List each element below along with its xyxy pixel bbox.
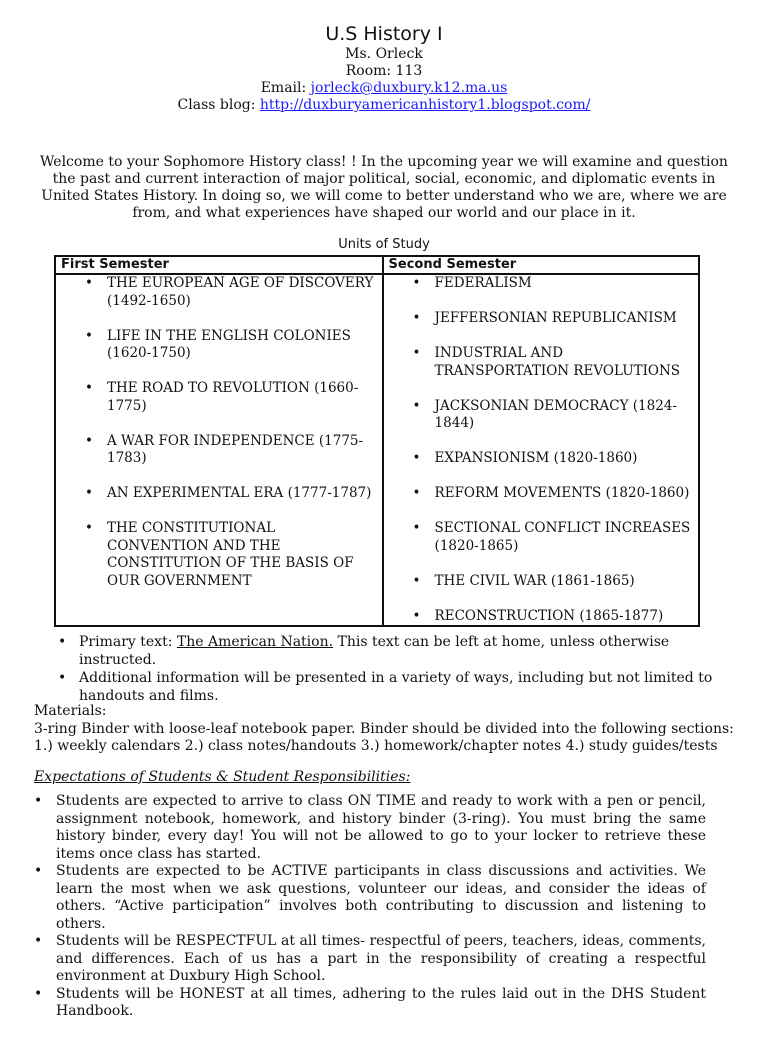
list-item: • RECONSTRUCTION (1865-1877) [384,608,698,626]
list-item: • THE ROAD TO REVOLUTION (1660-1775) [56,380,382,415]
units-table [54,255,700,627]
units-caption: Units of Study [338,237,430,252]
list-item: • Students are expected to arrive to class ON TIME and ready to work with a pen or pencil, assignment notebook, homework, and history binder (3-ring). You must bring the same history binder, every day! You will not be allowed to go to your locker to retrieve these items once class has started. [34,793,706,863]
list-item: • Students are expected to be ACTIVE participants in class discussions and activities. We learn the most when we ask questions, volunteer our ideas, and consider the ideas of others. “Active participation” involves both contributing to discussion and listening to others. [34,863,706,933]
list-item: • FEDERALISM [384,275,698,293]
primary-suffix: This text can be left at home, unless otherwise instructed. [79,634,670,668]
materials-label: Materials: [34,703,107,719]
email-link[interactable]: jorleck@duxbury.k12.ma.us [310,80,508,96]
first-semester-cell [55,274,383,626]
syllabus-page [0,22,768,1046]
list-item: • Students will be HONEST at all times, adhering to the rules laid out in the DHS Student Handbook. [34,986,706,1021]
list-item: • EXPANSIONISM (1820-1860) [384,450,698,468]
teacher-name: Ms. Orleck [345,46,423,62]
list-item: • THE EUROPEAN AGE OF DISCOVERY (1492-1650) [56,275,382,310]
list-item: • THE CONSTITUTIONAL CONVENTION AND THE CONSTITUTION OF THE BASIS OF OUR GOVERNMENT [56,520,382,590]
second-semester-cell [383,274,699,626]
list-item: • A WAR FOR INDEPENDENCE (1775-1783) [56,433,382,468]
primary-prefix: Primary text: [79,634,177,650]
list-item: • THE CIVIL WAR (1861-1865) [384,573,698,591]
primary-text-title: The American Nation. [176,634,334,650]
list-item: • JACKSONIAN DEMOCRACY (1824-1844) [384,398,698,433]
page-title: U.S History I [325,23,443,45]
list-item: • INDUSTRIAL AND TRANSPORTATION REVOLUTIONS [384,345,698,380]
list-item: • REFORM MOVEMENTS (1820-1860) [384,485,698,503]
first-semester-header: First Semester [55,256,383,274]
welcome-paragraph: Welcome to your Sophomore History class! ! In the upcoming year we will examine and question the past and current interaction of major political, social, economic, and diplomatic events in United States History. In doing so, we will come to better understand who we are, where we are from, and what experiences have shaped our world and our place in it. [40,154,728,221]
primary-text-note [54,633,714,669]
list-item: • JEFFERSONIAN REPUBLICANISM [384,310,698,328]
email-label: Email: [260,80,311,96]
expectations-list [34,793,706,1021]
expectations-heading: Expectations of Students & Student Responsibilities: [34,769,411,785]
blog-line [0,97,768,114]
list-item: • AN EXPERIMENTAL ERA (1777-1787) [56,485,382,503]
list-item: • SECTIONAL CONFLICT INCREASES (1820-1865) [384,520,698,555]
notes-list [54,633,714,705]
list-item: • Students will be RESPECTFUL at all times- respectful of peers, teachers, ideas, comments, and differences. Each of us has a part in the responsibility of creating a respectful environment at Duxbury High School. [34,933,706,986]
blog-label: Class blog: [177,97,260,113]
first-semester-list [56,275,382,590]
materials-section [34,703,740,756]
second-semester-list [384,275,698,625]
header [0,22,768,114]
list-item: • LIFE IN THE ENGLISH COLONIES (1620-1750) [56,328,382,363]
blog-link[interactable]: http://duxburyamericanhistory1.blogspot.com/ [259,97,591,113]
email-line [0,80,768,97]
materials-text: 3-ring Binder with loose-leaf notebook paper. Binder should be divided into the following sections: 1.) weekly calendars 2.) class notes/handouts 3.) homework/chapter notes 4.) study guides/tests [34,720,734,754]
room: Room: 113 [345,63,423,79]
additional-info-note: • Additional information will be presented in a variety of ways, including but not limited to handouts and films. [54,669,714,705]
second-semester-header: Second Semester [383,256,699,274]
